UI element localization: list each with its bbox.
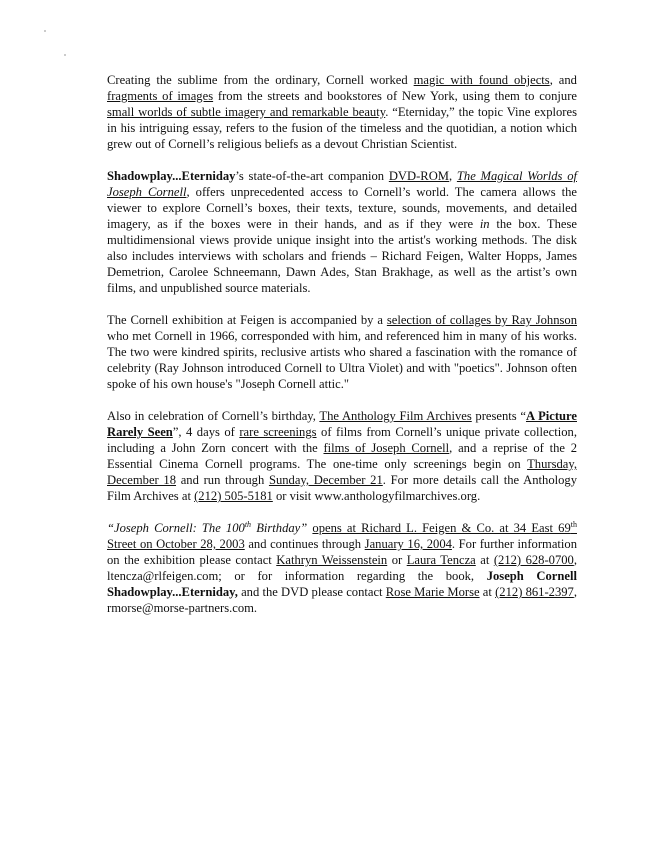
hyperlink[interactable]: Laura Tencza — [406, 553, 476, 567]
text-segment: Shadowplay...Eterniday — [107, 169, 236, 183]
hyperlink[interactable]: magic with found objects — [413, 73, 550, 87]
text-segment: at — [479, 585, 496, 599]
hyperlink[interactable]: Thursday, December 18 — [107, 457, 577, 487]
text-segment: Joseph Cornell Shadowplay...Eterniday, — [107, 569, 577, 599]
text-segment: The Cornell exhibition at Feigen is accompanied by a — [107, 313, 387, 327]
paragraph-exhibition-contact — [107, 520, 577, 616]
hyperlink[interactable]: opens at Richard L. Feigen & Co. at 34 East 69 — [312, 521, 571, 535]
text-segment: or visit www.anthologyfilmarchives.org. — [272, 489, 481, 503]
text-segment: who met Cornell in 1966, corresponded with him, and referenced him in many of his works. The two were kindred spirits, reclusive artists who shared a fascination with the romance of celebrity (Ray Johnson introduced Cornell to Ultra Violet) and with "poetics". Johnson often spoke of his own house's "Joseph Cornell attic." — [107, 329, 577, 391]
paragraph-anthology-film-archives — [107, 408, 577, 504]
text-segment: . For more details call the Anthology Film Archives at — [107, 473, 578, 503]
hyperlink[interactable] — [571, 521, 577, 535]
text-segment: . For further information on the exhibition please contact — [107, 537, 577, 567]
text-segment: from the streets and bookstores of New York, using them to conjure — [213, 89, 577, 103]
hyperlink[interactable]: Kathryn Weissenstein — [276, 553, 388, 567]
text-segment: the box. These multidimensional views provide unique insight into the artist's working methods. The disk also includes interviews with scholars and friends – Richard Feigen, Walter Hopps, James Demetrion, Carolee Schneemann, Dawn Ades, Stan Brakhage, as well as the artist’s own films, and unpublished source materials. — [107, 217, 577, 295]
hyperlink[interactable]: films of Joseph Cornell — [323, 441, 450, 455]
text-segment: and continues through — [244, 537, 365, 551]
hyperlink[interactable]: The Anthology Film Archives — [319, 409, 472, 423]
scan-speck — [44, 30, 46, 32]
text-segment: Creating the sublime from the ordinary, Cornell worked — [107, 73, 414, 87]
hyperlink[interactable]: (212) 628-0700 — [493, 553, 574, 567]
text-segment: and run through — [176, 473, 269, 487]
hyperlink[interactable]: Rose Marie Morse — [385, 585, 480, 599]
text-segment: Also in celebration of Cornell’s birthday, — [107, 409, 320, 423]
hyperlink[interactable]: fragments of images — [107, 89, 214, 103]
text-segment: ”, 4 days of — [172, 425, 240, 439]
text-segment: ’s state-of-the-art companion — [235, 169, 389, 183]
text-segment: . “Eterniday,” the topic Vine explores in his intriguing essay, refers to the fusion of the timeless and the quotidian, a notion which grew out of Cornell’s religious beliefs as a devout Christian Scientist. — [107, 105, 577, 151]
text-segment: , and — [549, 73, 577, 87]
paragraph-ray-johnson — [107, 312, 577, 392]
hyperlink[interactable]: Street on October 28, 2003 — [107, 537, 245, 551]
hyperlink[interactable]: Sunday, December 21 — [268, 473, 383, 487]
scan-speck — [64, 54, 66, 56]
hyperlink[interactable]: small worlds of subtle imagery and remarkable beauty — [107, 105, 386, 119]
hyperlink[interactable]: DVD-ROM — [388, 169, 449, 183]
hyperlink[interactable]: January 16, 2004 — [364, 537, 452, 551]
text-segment: Birthday” — [251, 521, 308, 535]
hyperlink[interactable]: (212) 861-2397 — [495, 585, 574, 599]
text-segment: in — [479, 217, 490, 231]
superscript: th — [244, 519, 252, 529]
paragraph-cornell-sublime — [107, 72, 577, 152]
text-segment: , offers unprecedented access to Cornell’s world. The camera allows the viewer to explore Cornell’s boxes, their texts, texture, sounds, movements, and detailed imagery, as if the boxes were in their hands, and as if they were — [107, 185, 578, 231]
text-segment: presents “ — [471, 409, 526, 423]
paragraph-dvd-rom — [107, 168, 577, 296]
text-segment: , — [449, 169, 457, 183]
superscript: th — [570, 519, 577, 529]
text-segment: or — [387, 553, 407, 567]
hyperlink[interactable]: rare screenings — [239, 425, 317, 439]
hyperlink[interactable]: A Picture Rarely Seen — [107, 409, 577, 439]
text-segment: , and a reprise of the 2 Essential Cinema Cornell programs. The one-time only screenings begin on — [107, 441, 578, 471]
text-segment: “Joseph Cornell: The 100 — [107, 521, 245, 535]
text-segment: at — [475, 553, 494, 567]
text-segment: , rmorse@morse-partners.com. — [107, 585, 578, 615]
press-release-body — [107, 72, 577, 632]
text-segment: of films from Cornell’s unique private collection, including a John Zorn concert with the — [107, 425, 577, 455]
text-segment: and the DVD please contact — [237, 585, 386, 599]
text-segment: , ltencza@rlfeigen.com; or for information regarding the book, — [107, 553, 578, 583]
hyperlink[interactable]: The Magical Worlds of Joseph Cornell — [107, 169, 577, 199]
hyperlink[interactable]: (212) 505-5181 — [194, 489, 273, 503]
hyperlink[interactable]: selection of collages by Ray Johnson — [386, 313, 577, 327]
